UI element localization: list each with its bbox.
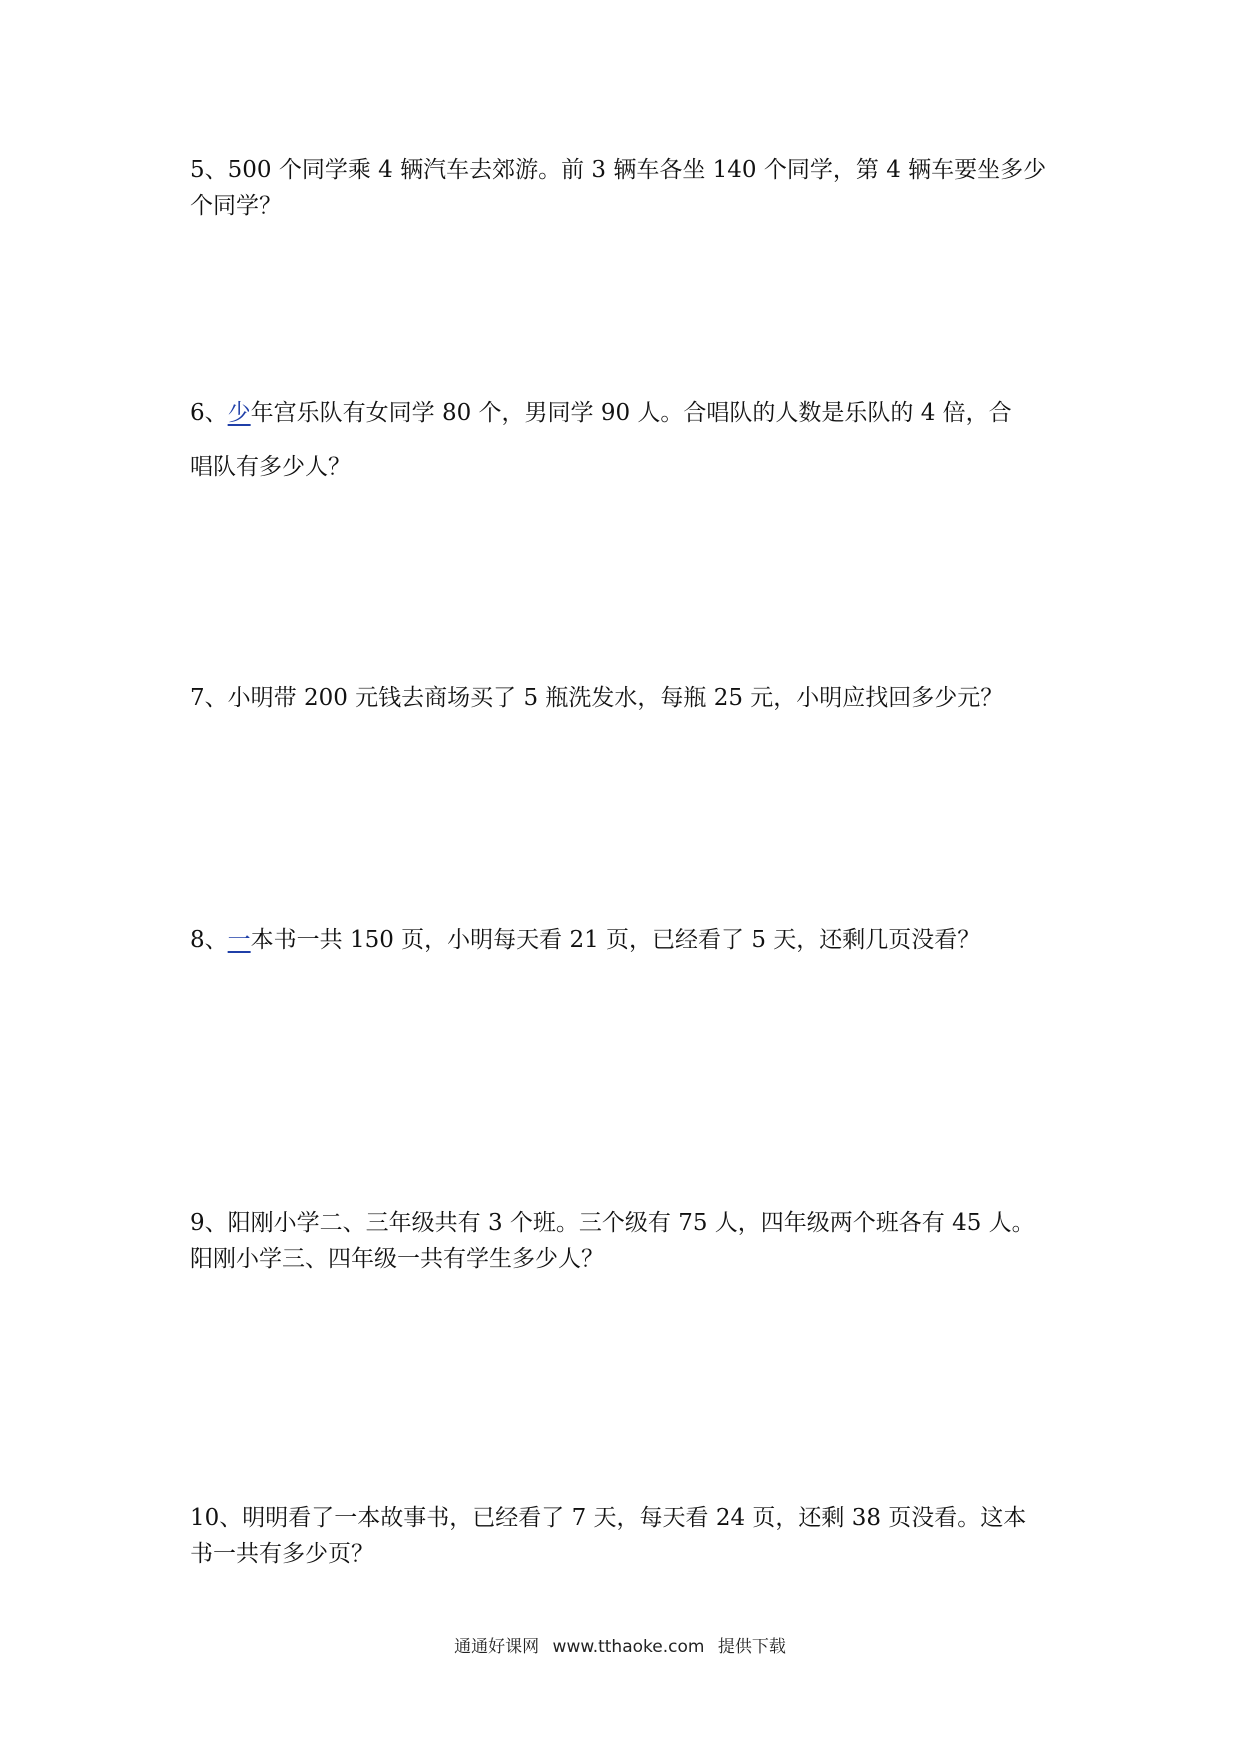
problem-5-line-2: 个同学？ bbox=[190, 193, 282, 219]
footer-url[interactable]: www.tthaoke.com bbox=[552, 1637, 705, 1657]
problem-9-line-2: 阳刚小学三、四年级一共有学生多少人？ bbox=[190, 1246, 604, 1272]
problem-6-link-char[interactable]: 少 bbox=[227, 400, 251, 426]
problem-5-line-1: 5、500 个同学乘 4 辆汽车去郊游。前 3 辆车各坐 140 个同学，第 4 辆车要坐多少 bbox=[190, 157, 1047, 183]
problem-6-number: 6、 bbox=[190, 400, 228, 426]
footer-suffix: 提供下载 bbox=[717, 1637, 786, 1657]
problem-8 bbox=[190, 922, 1070, 958]
problem-10-line-2: 书一共有多少页？ bbox=[190, 1541, 374, 1567]
problem-7-line-1: 7、小明带 200 元钱去商场买了 5 瓶洗发水，每瓶 25 元，小明应找回多少元？ bbox=[190, 685, 1004, 711]
problem-9-line-1: 9、阳刚小学二、三年级共有 3 个班。三个级有 75 人，四年级两个班各有 45 人。 bbox=[190, 1210, 1035, 1236]
problem-5 bbox=[190, 152, 1070, 224]
problem-8-link-char[interactable]: 一 bbox=[227, 927, 251, 953]
problem-10-line-1: 10、明明看了一本故事书，已经看了 7 天，每天看 24 页，还剩 38 页没看。这本 bbox=[190, 1505, 1027, 1531]
problem-8-line-1 bbox=[190, 922, 1070, 958]
problem-10 bbox=[190, 1500, 1070, 1572]
footer-site-name: 通通好课网 bbox=[454, 1637, 540, 1657]
problem-8-text: 本书一共 150 页，小明每天看 21 页，已经看了 5 天，还剩几页没看？ bbox=[250, 927, 981, 953]
page-footer bbox=[0, 1632, 1240, 1657]
problem-6-line-2: 唱队有多少人？ bbox=[190, 454, 351, 480]
problem-8-number: 8、 bbox=[190, 927, 228, 953]
problem-7 bbox=[190, 680, 1070, 716]
problem-6-text: 年宫乐队有女同学 80 个，男同学 90 人。合唱队的人数是乐队的 4 倍，合 bbox=[250, 400, 1012, 426]
problem-9 bbox=[190, 1205, 1070, 1277]
problem-6-line-1 bbox=[190, 386, 1070, 440]
problem-6 bbox=[190, 386, 1070, 494]
